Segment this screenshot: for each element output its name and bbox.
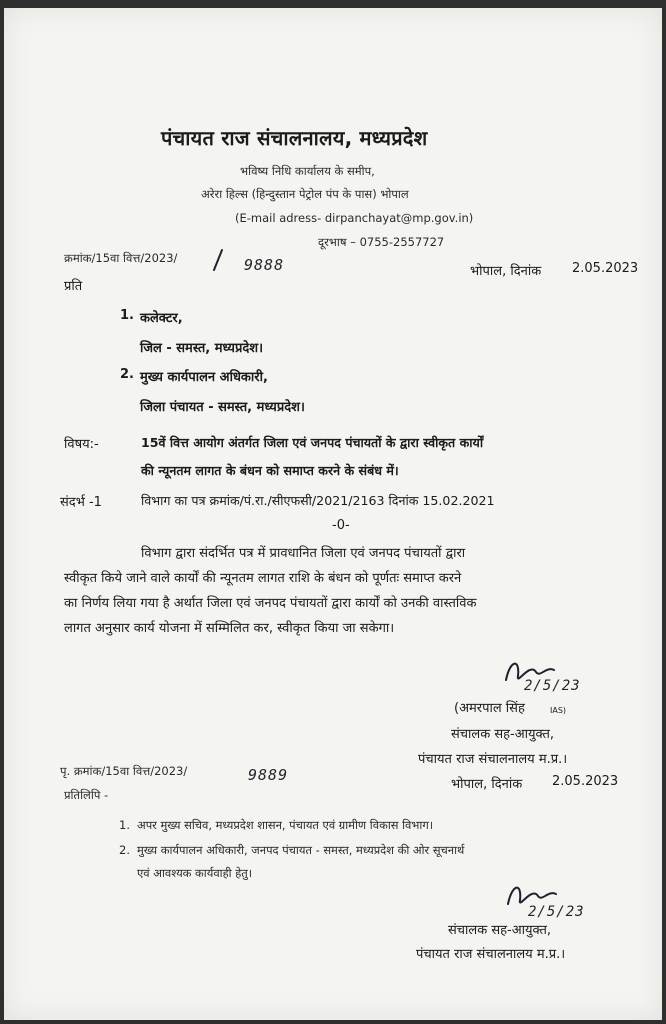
recipient-1-line-1: कलेक्टर, [140,311,183,326]
recipient-1-line-2: जिल - समस्त, मध्यप्रदेश। [140,341,264,356]
copy-item-2-number: 2. [119,843,130,857]
copy-signatory-title-2: पंचायत राज संचालनालय म.प्र.। [416,947,566,962]
email-line: (E-mail adress- dirpanchayat@mp.gov.in) [235,211,474,225]
copy-signature-date-handwritten: 2/5/23 [528,904,585,920]
subject-line-1: 15वें वित्त आयोग अंतर्गत जिला एवं जनपद पंचायतों के द्वारा स्वीकृत कार्यों [141,435,484,450]
signatory-title-2: पंचायत राज संचालनालय म.प्र.। [418,752,568,767]
signature-date-handwritten: 2/5/23 [524,678,581,694]
reference-text: विभाग का पत्र क्रमांक/पं.रा./सीएफसी/2021/2163 दिनांक 15.02.2021 [141,493,495,508]
letter-date-label: भोपाल, दिनांक [470,264,542,279]
copy-reference-number-handwritten: 9889 [248,766,289,784]
reference-number-label: क्रमांक/15वा वित्त/2023/ [64,251,178,265]
slash-mark-icon [211,248,225,272]
address-line-1: भविष्य निधि कार्यालय के समीप, [240,164,375,178]
signatory-date-label: भोपाल, दिनांक [451,777,523,792]
signatory-name: (अमरपाल सिंह [454,701,525,716]
recipient-2-number: 2. [120,367,134,382]
phone-line: दूरभाष – 0755-2557727 [318,235,445,249]
letter-date-value: 2.05.2023 [572,261,639,276]
body-line-2: स्वीकृत किये जाने वाले कार्यों की न्यूनतम लागत राशि के बंधन को पूर्णतः समाप्त करने [64,571,462,586]
recipient-1-number: 1. [120,308,134,323]
prati-label: प्रति [64,279,83,294]
subject-line-2: की न्यूनतम लागत के बंधन को समाप्त करने के संबंध में। [141,463,399,478]
pratilipi-label: प्रतिलिपि - [64,788,109,802]
reference-number-handwritten: 9888 [244,256,285,274]
reference-label: संदर्भ -1 [60,495,102,510]
copy-item-1-line-1: अपर मुख्य सचिव, मध्यप्रदेश शासन, पंचायत एवं ग्रामीण विकास विभाग। [137,818,434,832]
address-line-2: अरेरा हिल्स (हिन्दुस्तान पेट्रोल पंप के पास) भोपाल [201,187,409,201]
recipient-2-line-2: जिला पंचायत - समस्त, मध्यप्रदेश। [140,400,305,415]
body-line-4: लागत अनुसार कार्य योजना में सम्मिलित कर, स्वीकृत किया जा सकेगा। [64,621,395,636]
body-line-1: विभाग द्वारा संदर्भित पत्र में प्रावधानित जिला एवं जनपद पंचायतों द्वारा [141,546,466,561]
signatory-date-value: 2.05.2023 [552,774,619,789]
recipient-2-line-1: मुख्य कार्यपालन अधिकारी, [140,370,268,385]
copy-item-2-line-2: एवं आवश्यक कार्यवाही हेतु। [137,866,253,880]
signatory-suffix: IAS) [550,706,567,715]
separator-mark: -0- [332,518,350,533]
copy-reference-label: पृ. क्रमांक/15वा वित्त/2023/ [60,764,188,778]
subject-label: विषय:- [64,437,99,452]
body-line-3: का निर्णय लिया गया है अर्थात जिला एवं जनपद पंचायतों द्वारा कार्यों को उनकी वास्तविक [64,596,477,611]
letter-page [4,8,662,1020]
copy-signatory-title-1: संचालक सह-आयुक्त, [448,923,552,938]
copy-item-1-number: 1. [119,818,130,832]
copy-item-2-line-1: मुख्य कार्यपालन अधिकारी, जनपद पंचायत - समस्त, मध्यप्रदेश की ओर सूचनार्थ [137,843,465,857]
department-title: पंचायत राज संचालनालय, मध्यप्रदेश [161,126,428,150]
signatory-title-1: संचालक सह-आयुक्त, [451,727,555,742]
